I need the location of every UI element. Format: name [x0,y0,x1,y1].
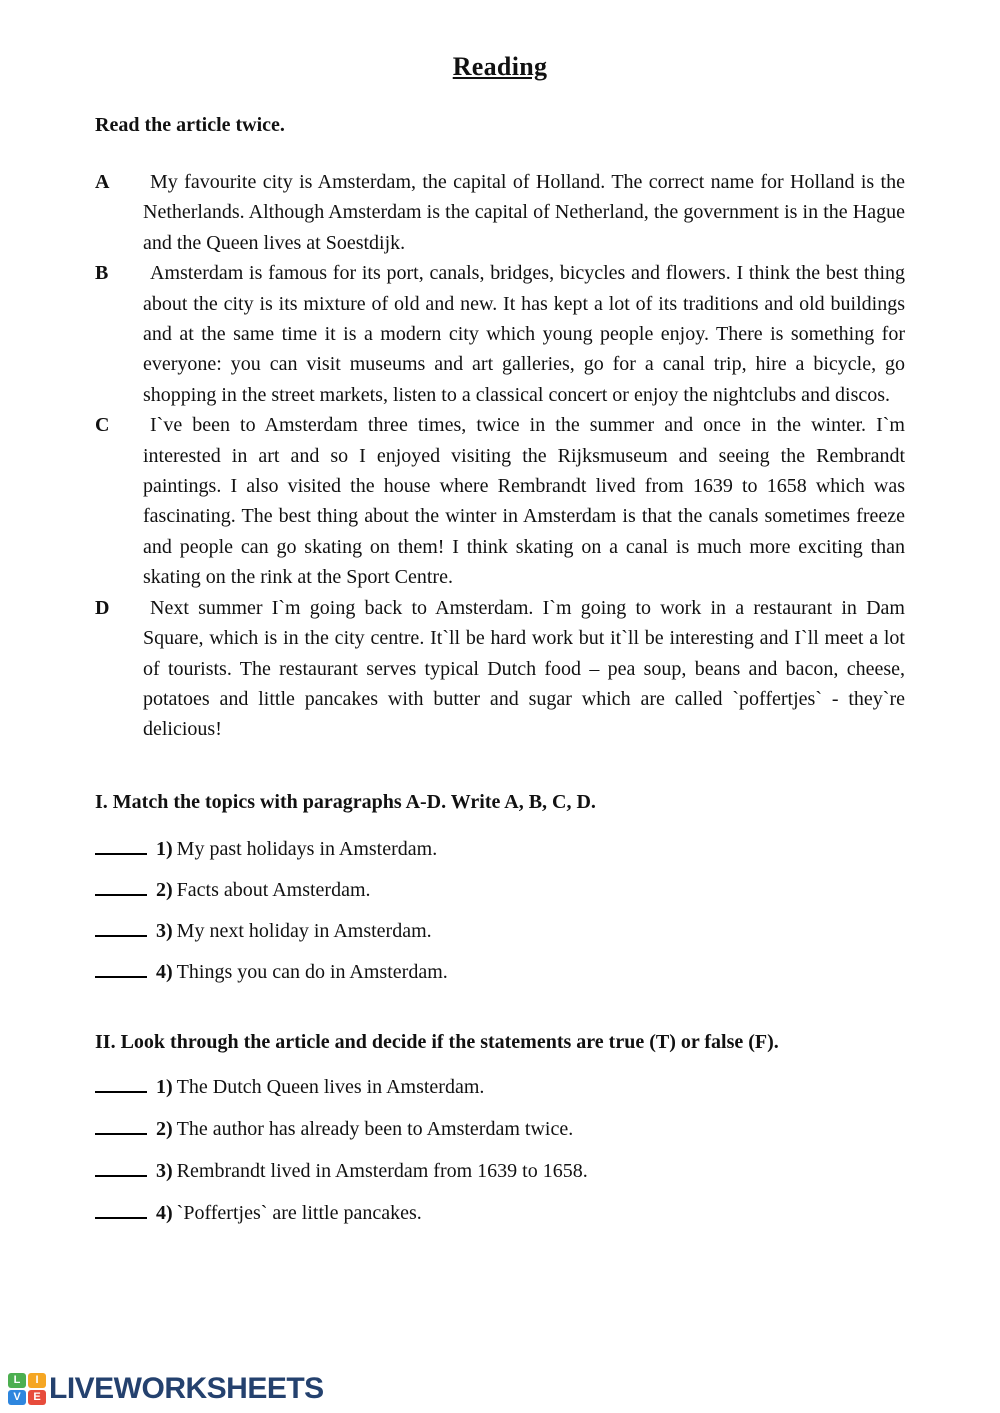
article [95,167,905,745]
paragraph-b-text: Amsterdam is famous for its port, canals, bridges, bicycles and flowers. I think the best thing about the city is its mixture of old and new. It has kept a lot of its traditions and old buildings and at the same time it is a modern city which young people enjoy. There is something for everyone: you can visit museums and art galleries, go for a canal trip, hire a bicycle, go shopping in the street markets, listen to a classical concert or enjoy the nightclubs and discos. [143,262,905,406]
item-number: 2) [156,878,173,901]
exercise1-heading: I. Match the topics with paragraphs A-D. Write A, B, C, D. [95,790,596,813]
answer-blank-ex1-4[interactable] [95,963,147,978]
item-number: 3) [156,1159,173,1182]
item-text: `Poffertjes` are little pancakes. [176,1201,422,1224]
item-text: The Dutch Queen lives in Amsterdam. [176,1075,485,1098]
exercise1-item-3 [95,916,905,946]
exercise2-heading: II. Look through the article and decide if the statements are true (T) or false (F). [95,1030,779,1053]
item-text: Things you can do in Amsterdam. [176,960,448,983]
paragraph-a-text: My favourite city is Amsterdam, the capital of Holland. The correct name for Holland is the Netherlands. Although Amsterdam is the capital of Netherland, the government is in the Hague and the Queen lives at Soestdijk. [143,171,905,254]
item-text: The author has already been to Amsterdam twice. [176,1117,574,1140]
paragraph-b [95,258,905,410]
item-text: Rembrandt lived in Amsterdam from 1639 to 1658. [176,1159,588,1182]
exercise2-item-3 [95,1156,905,1186]
exercise1-item-1 [95,834,905,864]
paragraph-c-text: I`ve been to Amsterdam three times, twice in the summer and once in the winter. I`m interested in art and so I enjoyed visiting the Rijksmuseum and seeing the Rembrandt paintings. I also visited the house where Rembrandt lived from 1639 to 1658 which was fascinating. The best thing about the winter in Amsterdam is that the canals sometimes freeze and people can go skating on them! I think skating on a canal is much more exciting than skating on the rink at the Sport Centre. [143,414,905,589]
paragraph-d-text: Next summer I`m going back to Amsterdam. I`m going to work in a restaurant in Dam Square, which is in the city centre. It`ll be hard work but it`ll be interesting and I`ll meet a lot of tourists. The restaurant serves typical Dutch food – pea soup, beans and bacon, cheese, potatoes and little pancakes with butter and sugar which are called `poffertjes` - they`re delicious! [143,596,905,741]
paragraph-a-label: A [95,171,110,193]
paragraph-c [95,410,905,592]
item-number: 4) [156,1201,173,1224]
logo-tile-e: E [28,1390,46,1405]
paragraph-b-label: B [95,262,109,285]
answer-blank-ex1-2[interactable] [95,881,147,896]
exercise1-items [95,834,905,987]
liveworksheets-logo-text: LIVEWORKSHEETS [49,1372,324,1405]
liveworksheets-logo[interactable] [8,1372,324,1406]
item-number: 1) [156,1075,173,1098]
item-number: 4) [156,960,173,983]
exercise2-items [95,1072,905,1228]
answer-blank-ex2-3[interactable] [95,1162,147,1177]
logo-tile-v: V [8,1390,26,1405]
answer-blank-ex1-1[interactable] [95,840,147,855]
paragraph-a [95,167,905,258]
item-number: 2) [156,1117,173,1140]
exercise1-item-4 [95,957,905,987]
item-text: Facts about Amsterdam. [176,878,371,901]
answer-blank-ex1-3[interactable] [95,922,147,937]
exercise2-item-2 [95,1114,905,1144]
paragraph-d [95,593,905,745]
liveworksheets-logo-icon [8,1373,46,1405]
exercise2-item-1 [95,1072,905,1102]
exercise1-item-2 [95,875,905,905]
paragraph-d-label: D [95,596,110,619]
item-number: 1) [156,837,173,860]
item-text: My past holidays in Amsterdam. [176,837,438,860]
page-title: Reading [452,52,548,81]
paragraph-c-label: C [95,414,110,437]
answer-blank-ex2-4[interactable] [95,1204,147,1219]
read-instruction: Read the article twice. [95,114,285,136]
item-text: My next holiday in Amsterdam. [176,919,432,942]
exercise2-item-4 [95,1198,905,1228]
answer-blank-ex2-2[interactable] [95,1120,147,1135]
item-number: 3) [156,919,173,942]
logo-tile-l: L [8,1373,26,1388]
logo-tile-i: I [28,1373,46,1388]
answer-blank-ex2-1[interactable] [95,1078,147,1093]
